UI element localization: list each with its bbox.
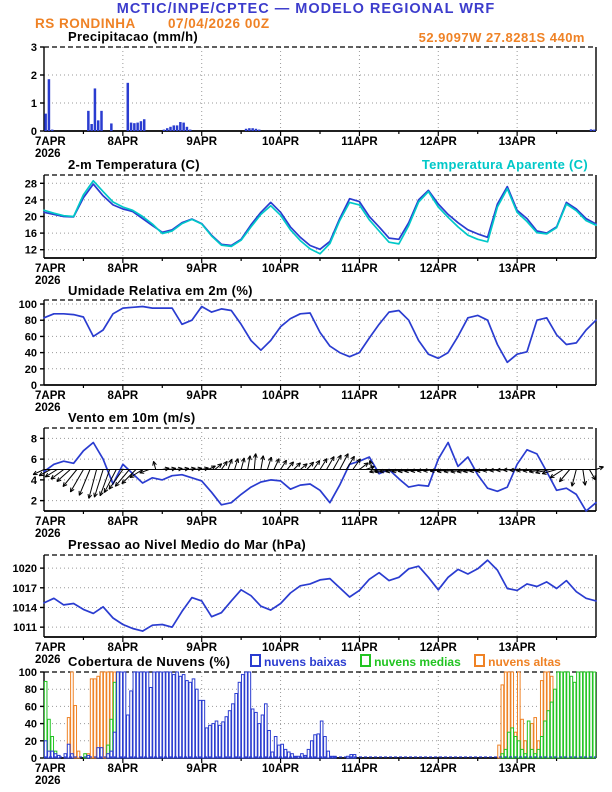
svg-text:2026: 2026 <box>35 402 61 414</box>
wind-direction-arrows <box>30 454 603 499</box>
series-line <box>44 560 596 631</box>
svg-text:28: 28 <box>24 178 37 191</box>
svg-text:10APR: 10APR <box>262 642 300 654</box>
svg-text:2026: 2026 <box>35 148 61 160</box>
legend-label-nuvens-baixas: nuvens baixas <box>264 655 347 669</box>
temperature-chart <box>0 171 612 288</box>
svg-text:1011: 1011 <box>13 622 37 635</box>
svg-text:12APR: 12APR <box>419 136 457 148</box>
svg-text:8APR: 8APR <box>107 642 139 654</box>
svg-text:2026: 2026 <box>35 528 61 540</box>
svg-text:7APR: 7APR <box>35 263 66 275</box>
humidity-chart <box>0 296 612 415</box>
svg-text:40: 40 <box>24 718 37 731</box>
svg-text:7APR: 7APR <box>35 136 66 148</box>
precipitation-title: Precipitacao (mm/h) <box>68 29 198 44</box>
clouds-legend <box>250 654 571 669</box>
svg-text:7APR: 7APR <box>35 642 66 654</box>
svg-text:13APR: 13APR <box>498 136 536 148</box>
gridlines <box>44 300 596 385</box>
svg-text:10APR: 10APR <box>262 516 300 528</box>
svg-text:4: 4 <box>30 474 37 487</box>
svg-text:2026: 2026 <box>35 654 61 666</box>
legend-item-nuvens-altas <box>474 655 561 669</box>
precip-bars <box>44 79 595 131</box>
svg-text:0: 0 <box>30 380 37 392</box>
svg-text:9APR: 9APR <box>186 516 218 528</box>
svg-text:24: 24 <box>24 194 37 207</box>
svg-text:80: 80 <box>24 315 37 328</box>
gridlines <box>44 555 596 637</box>
svg-text:40: 40 <box>24 347 37 360</box>
svg-text:11APR: 11APR <box>341 263 378 275</box>
svg-text:100: 100 <box>18 299 37 312</box>
svg-text:11APR: 11APR <box>341 642 378 654</box>
svg-text:20: 20 <box>24 735 37 748</box>
clouds-chart <box>0 668 612 788</box>
legend-item-nuvens-baixas <box>250 655 347 669</box>
svg-text:12APR: 12APR <box>419 263 457 275</box>
svg-text:7APR: 7APR <box>35 390 66 402</box>
wind-chart <box>0 424 612 541</box>
svg-text:11APR: 11APR <box>341 136 378 148</box>
svg-text:80: 80 <box>24 684 37 697</box>
svg-text:20: 20 <box>24 211 37 224</box>
page-title: MCTIC/INPE/CPTEC — MODELO REGIONAL WRF <box>116 1 496 17</box>
svg-text:13APR: 13APR <box>498 763 536 775</box>
svg-text:12APR: 12APR <box>419 763 457 775</box>
green-square-icon <box>360 654 371 667</box>
clouds-title: Cobertura de Nuvens (%) <box>68 654 231 669</box>
gridlines <box>44 175 596 258</box>
run-datetime-label: 07/04/2026 00Z <box>168 16 270 31</box>
svg-text:9APR: 9APR <box>186 263 218 275</box>
station-label: RS RONDINHA <box>35 16 136 31</box>
pressure-title: Pressao ao Nivel Medio do Mar (hPa) <box>68 537 307 552</box>
svg-text:10APR: 10APR <box>262 263 300 275</box>
svg-text:10APR: 10APR <box>262 763 300 775</box>
svg-text:1: 1 <box>30 98 37 110</box>
svg-text:2026: 2026 <box>35 275 61 287</box>
svg-text:8APR: 8APR <box>107 136 139 148</box>
svg-text:13APR: 13APR <box>498 263 536 275</box>
svg-text:12APR: 12APR <box>419 390 457 402</box>
svg-text:8APR: 8APR <box>107 390 139 402</box>
svg-text:9APR: 9APR <box>186 390 218 402</box>
svg-text:9APR: 9APR <box>186 136 218 148</box>
precipitation-chart <box>0 43 612 161</box>
svg-text:11APR: 11APR <box>341 516 378 528</box>
coordinates-label: 52.9097W 27.8281S 440m <box>418 30 585 45</box>
svg-text:20: 20 <box>24 363 37 376</box>
svg-text:2026: 2026 <box>35 775 61 787</box>
svg-text:60: 60 <box>24 701 37 714</box>
svg-text:10APR: 10APR <box>262 390 300 402</box>
svg-text:8APR: 8APR <box>107 763 139 775</box>
series-line <box>44 307 596 363</box>
svg-text:8APR: 8APR <box>107 263 139 275</box>
apparent-temperature-legend: Temperatura Aparente (C) <box>421 157 588 172</box>
svg-text:12APR: 12APR <box>419 516 457 528</box>
svg-text:7APR: 7APR <box>35 763 66 775</box>
svg-text:13APR: 13APR <box>498 390 536 402</box>
svg-text:13APR: 13APR <box>498 642 536 654</box>
svg-text:10APR: 10APR <box>262 136 300 148</box>
svg-text:0: 0 <box>30 126 37 138</box>
svg-text:2: 2 <box>30 70 37 82</box>
pressure-chart <box>0 551 612 667</box>
blue-square-icon <box>250 654 261 667</box>
svg-text:1017: 1017 <box>12 582 37 595</box>
svg-text:3: 3 <box>30 43 37 54</box>
svg-text:100: 100 <box>18 668 37 679</box>
svg-text:6: 6 <box>30 454 37 467</box>
svg-text:9APR: 9APR <box>186 763 218 775</box>
svg-text:16: 16 <box>24 228 37 241</box>
series-line <box>44 181 596 254</box>
svg-text:8APR: 8APR <box>107 516 139 528</box>
svg-text:7APR: 7APR <box>35 516 66 528</box>
legend-item-nuvens-medias <box>360 655 461 669</box>
svg-text:12: 12 <box>24 244 37 257</box>
svg-text:0: 0 <box>30 753 37 765</box>
svg-text:9APR: 9APR <box>186 642 218 654</box>
legend-label-nuvens-medias: nuvens medias <box>374 655 461 669</box>
svg-text:11APR: 11APR <box>341 390 378 402</box>
svg-text:1014: 1014 <box>12 602 37 615</box>
svg-text:60: 60 <box>24 331 37 344</box>
svg-text:8: 8 <box>30 433 37 446</box>
orange-square-icon <box>474 654 485 667</box>
svg-text:12APR: 12APR <box>419 642 457 654</box>
svg-text:2: 2 <box>30 495 37 508</box>
wind-title: Vento em 10m (m/s) <box>68 410 196 425</box>
temperature-title: 2-m Temperatura (C) <box>68 157 200 172</box>
svg-text:11APR: 11APR <box>341 763 378 775</box>
humidity-title: Umidade Relativa em 2m (%) <box>68 283 253 298</box>
svg-text:13APR: 13APR <box>498 516 536 528</box>
legend-label-nuvens-altas: nuvens altas <box>488 655 561 669</box>
svg-text:1020: 1020 <box>12 563 37 576</box>
